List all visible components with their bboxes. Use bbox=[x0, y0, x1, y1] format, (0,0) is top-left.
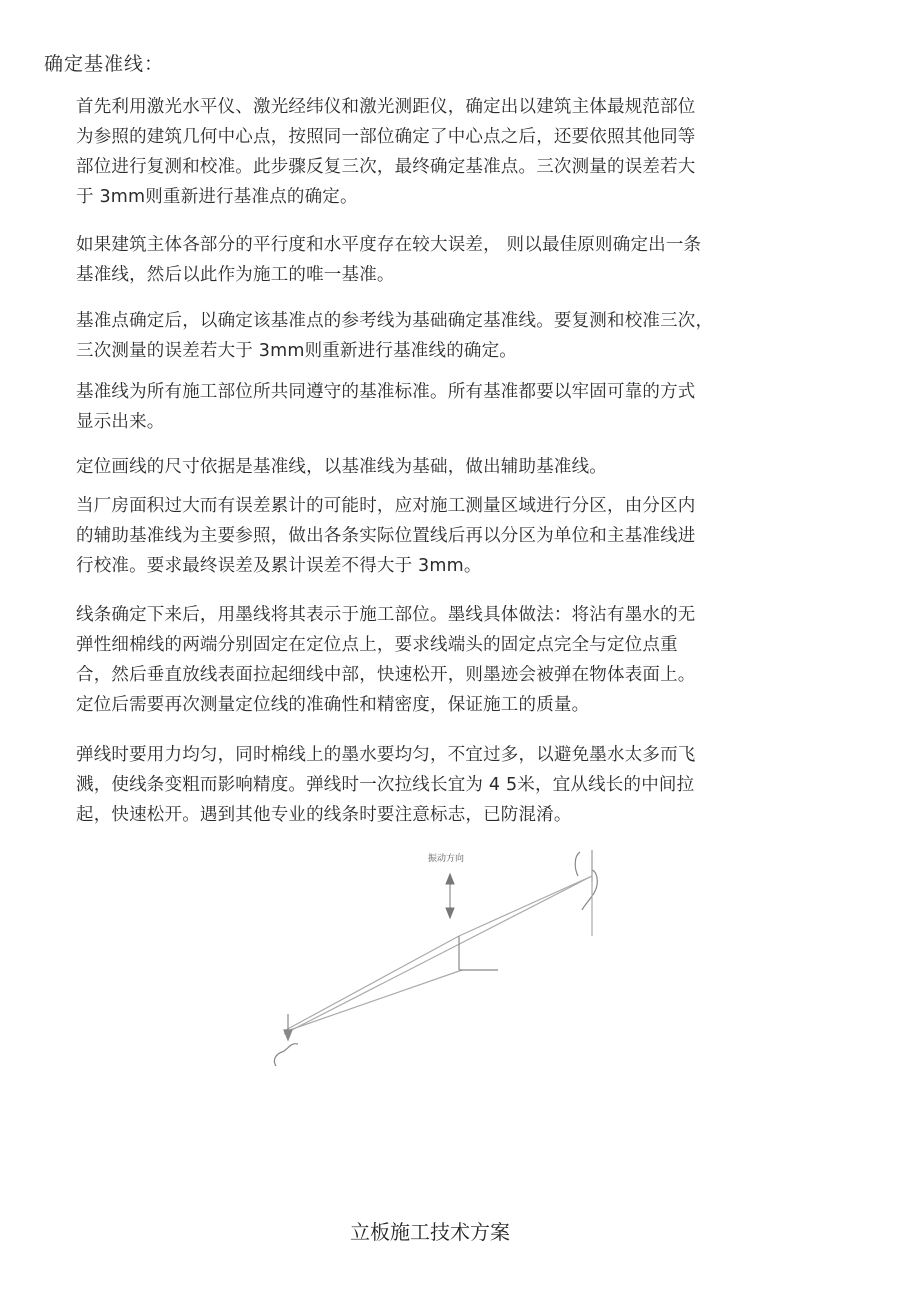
text-line: 三次测量的误差若大于 3mm则重新进行基准线的确定。 bbox=[76, 341, 517, 361]
paragraph-1 bbox=[76, 92, 836, 212]
text-line: 显示出来。 bbox=[76, 412, 165, 432]
document-footer-title: 立板施工技术方案 bbox=[350, 1220, 510, 1244]
paragraph-2 bbox=[76, 230, 836, 290]
text-line: 溅，使线条变粗而影响精度。弹线时一次拉线长宜为 4 5米，宜从线长的中间拉 bbox=[76, 775, 695, 795]
text-line: 的辅助基准线为主要参照，做出各条实际位置线后再以分区为单位和主基准线进 bbox=[76, 526, 696, 546]
text-line: 为参照的建筑几何中心点，按照同一部位确定了中心点之后，还要依照其他同等 bbox=[76, 127, 696, 147]
text-line: 部位进行复测和校准。此步骤反复三次，最终确定基准点。三次测量的误差若大 bbox=[76, 157, 696, 177]
text-line: 基准线，然后以此作为施工的唯一基准。 bbox=[76, 265, 395, 285]
paragraph-4 bbox=[76, 377, 836, 437]
double-arrow-icon bbox=[446, 874, 454, 918]
chalk-string bbox=[284, 876, 592, 1034]
left-anchor-icon bbox=[274, 1014, 298, 1066]
text-line: 首先利用激光水平仪、激光经纬仪和激光测距仪，确定出以建筑主体最规范部位 bbox=[76, 97, 696, 117]
paragraph-8 bbox=[76, 740, 836, 830]
paragraph-5 bbox=[76, 452, 836, 482]
chalk-line-drawing bbox=[262, 846, 612, 1071]
right-anchor-icon bbox=[575, 850, 597, 936]
text-line: 定位画线的尺寸依据是基准线，以基准线为基础，做出辅助基准线。 bbox=[76, 457, 607, 477]
text-line: 当厂房面积过大而有误差累计的可能时，应对施工测量区域进行分区，由分区内 bbox=[76, 496, 696, 516]
vibration-direction-label: 振动方向 bbox=[428, 854, 465, 864]
text-line: 如果建筑主体各部分的平行度和水平度存在较大误差， 则以最佳原则确定出一条 bbox=[76, 235, 702, 255]
paragraph-6 bbox=[76, 491, 836, 581]
text-line: 线条确定下来后，用墨线将其表示于施工部位。墨线具体做法：将沾有墨水的无 bbox=[76, 605, 696, 625]
text-line: 基准线为所有施工部位所共同遵守的基准标准。所有基准都要以牢固可靠的方式 bbox=[76, 382, 696, 402]
paragraph-7 bbox=[76, 600, 836, 720]
text-line: 基准点确定后，以确定该基准点的参考线为基础确定基准线。要复测和校准三次， bbox=[76, 311, 714, 331]
text-line: 弹线时要用力均匀，同时棉线上的墨水要均匀，不宜过多，以避免墨水太多而飞 bbox=[76, 745, 696, 765]
text-line: 起，快速松开。遇到其他专业的线条时要注意标志，已防混淆。 bbox=[76, 805, 572, 825]
text-line: 定位后需要再次测量定位线的准确性和精密度，保证施工的质量。 bbox=[76, 695, 590, 715]
text-line: 行校准。要求最终误差及累计误差不得大于 3mm。 bbox=[76, 556, 482, 576]
text-line: 合，然后垂直放线表面拉起细线中部，快速松开，则墨迹会被弹在物体表面上。 bbox=[76, 665, 696, 685]
text-line: 于 3mm则重新进行基准点的确定。 bbox=[76, 187, 358, 207]
section-heading: 确定基准线： bbox=[44, 53, 165, 75]
chalk-line-diagram bbox=[262, 846, 612, 1071]
text-line: 弹性细棉线的两端分别固定在定位点上，要求线端头的固定点完全与定位点重 bbox=[76, 635, 678, 655]
paragraph-3 bbox=[76, 306, 836, 366]
